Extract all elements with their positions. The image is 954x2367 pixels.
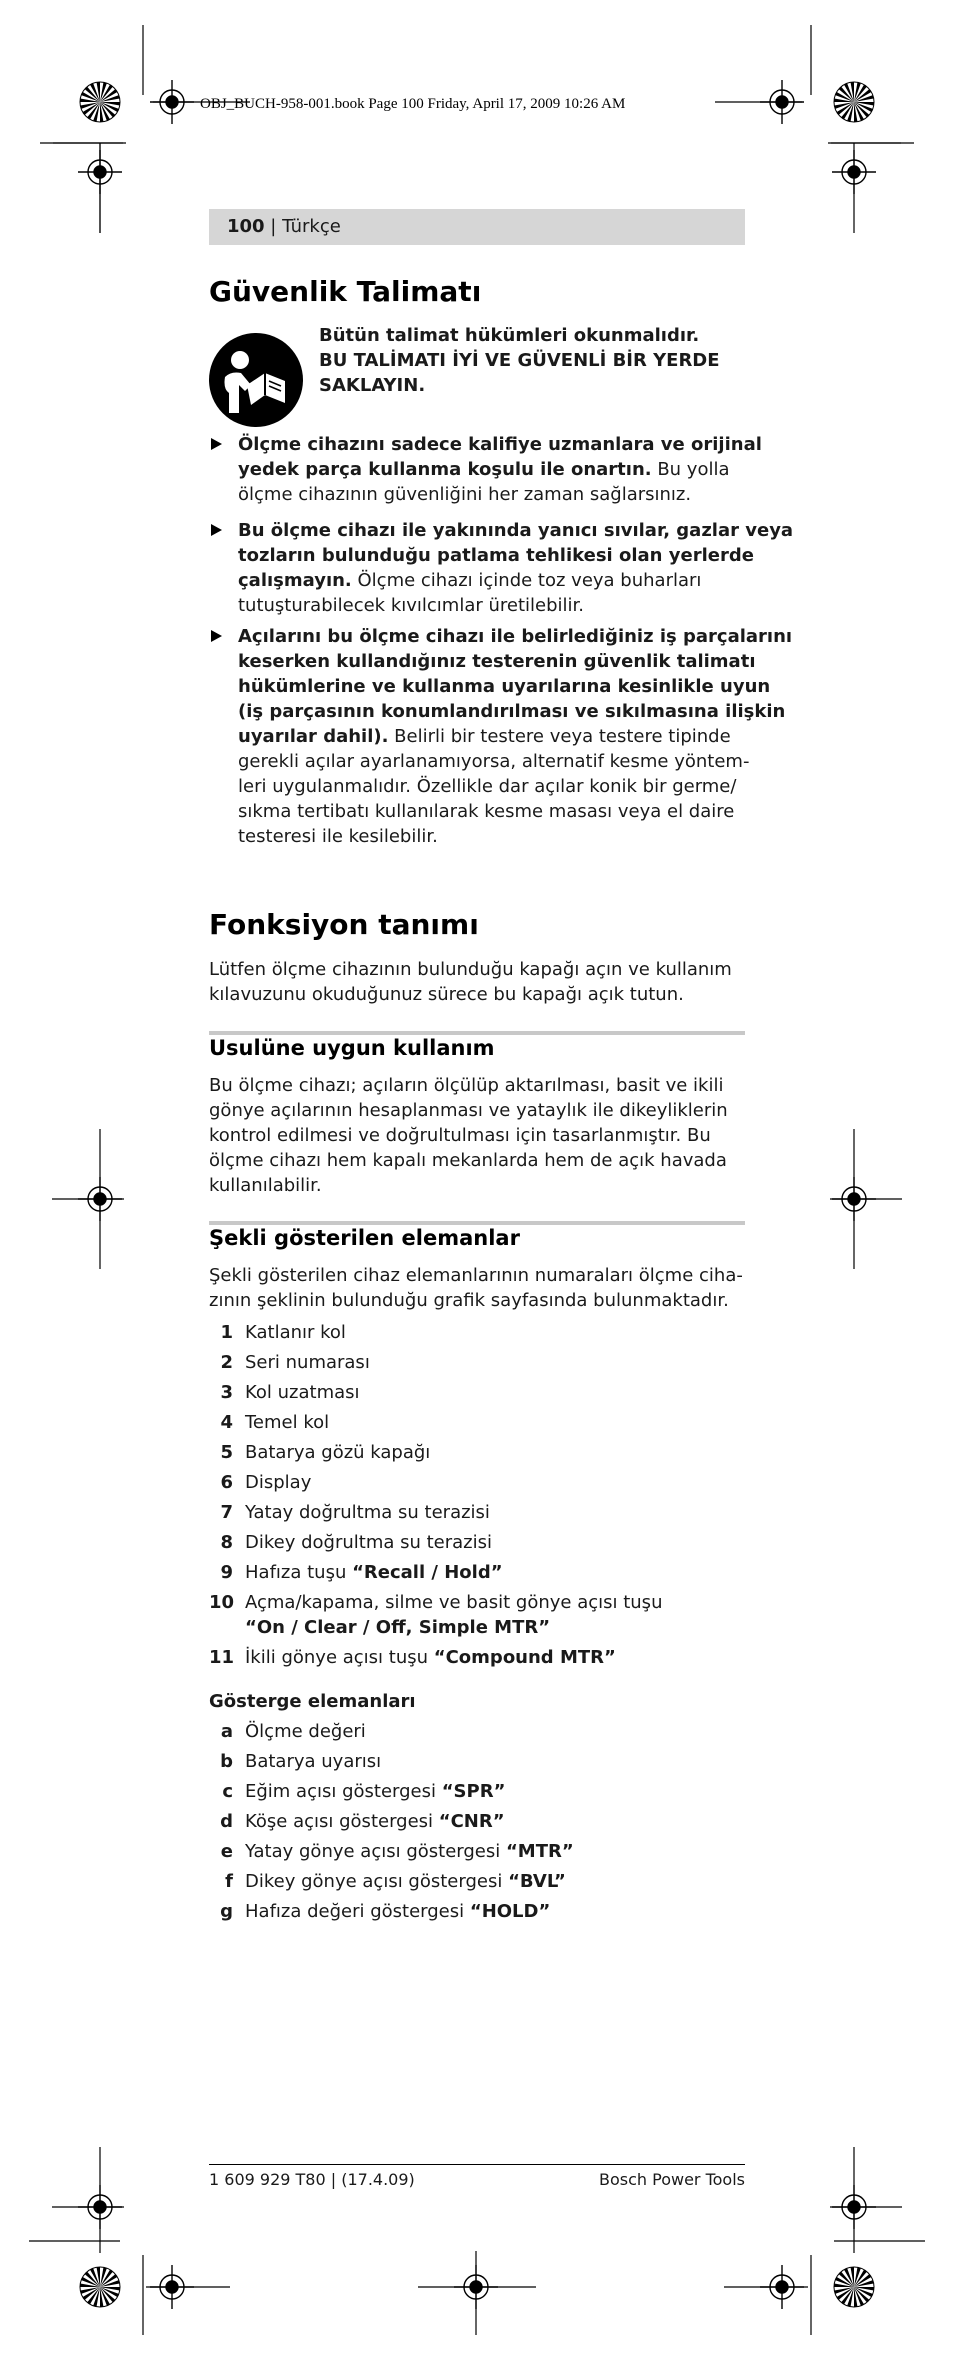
text-line bbox=[238, 482, 745, 507]
text-run: testeresi ile kesilebilir. bbox=[238, 826, 438, 847]
text-line bbox=[238, 543, 754, 568]
text-run: Batarya uyarısı bbox=[245, 1751, 382, 1772]
list-item bbox=[209, 1869, 745, 1899]
text-run: Katlanır kol bbox=[245, 1322, 346, 1343]
item-number: 11 bbox=[209, 1647, 235, 1668]
text-line bbox=[245, 1809, 745, 1834]
bullet-triangle-icon bbox=[211, 438, 222, 450]
text-run: Batarya gözü kapağı bbox=[245, 1442, 431, 1463]
text-line bbox=[238, 824, 745, 849]
registration-target-icon bbox=[78, 2185, 122, 2229]
text-run: sıkma tertibatı kullanılarak kesme masası veya el daire bbox=[238, 801, 735, 822]
item-number: 10 bbox=[209, 1592, 235, 1613]
text-run: leri uygulanmalıdır. Özellikle dar açılar konik bir germe/ bbox=[238, 776, 737, 797]
registration-target-icon bbox=[454, 2265, 498, 2309]
intended-use-title: Usulüne uygun kullanım bbox=[209, 1036, 495, 1060]
registration-target-icon bbox=[150, 2265, 194, 2309]
text-line bbox=[245, 1440, 745, 1465]
text-line bbox=[245, 1615, 745, 1640]
safety-intro bbox=[319, 323, 745, 398]
text-run: Ölçme değeri bbox=[245, 1721, 366, 1742]
intended-use-line: kullanılabilir. bbox=[209, 1175, 322, 1196]
running-head-language: Türkçe bbox=[282, 216, 341, 237]
item-number: 7 bbox=[220, 1502, 233, 1523]
list-item bbox=[209, 1320, 745, 1350]
components-intro-line: Şekli gösterilen cihaz elemanlarının numaraları ölçme ciha- bbox=[209, 1265, 743, 1286]
components-intro bbox=[209, 1263, 745, 1313]
text-line bbox=[245, 1320, 745, 1345]
text-run: Ölçme cihazı içinde toz veya buharları bbox=[351, 570, 702, 591]
item-number: a bbox=[220, 1721, 233, 1742]
text-run: ölçme cihazının güvenliğini her zaman sağlarsınız. bbox=[238, 484, 692, 505]
text-line bbox=[245, 1645, 745, 1670]
list-item bbox=[209, 1380, 745, 1410]
list-item bbox=[209, 1645, 745, 1675]
registration-target-icon bbox=[760, 2265, 804, 2309]
text-run: Hafıza değeri göstergesi bbox=[245, 1901, 470, 1922]
text-line bbox=[238, 624, 793, 649]
function-intro-line: Lütfen ölçme cihazının bulunduğu kapağı açın ve kullanım bbox=[209, 959, 732, 980]
text-run: Dikey gönye açısı göstergesi bbox=[245, 1871, 509, 1892]
item-number: 8 bbox=[220, 1532, 233, 1553]
text-line bbox=[238, 799, 745, 824]
item-number: b bbox=[220, 1751, 233, 1772]
text-run: gerekli açılar ayarlanamıyorsa, alternatif kesme yöntem- bbox=[238, 751, 750, 772]
registration-target-icon bbox=[832, 150, 876, 194]
safety-bullet bbox=[209, 432, 762, 507]
bold-run: (iş parçasının konumlandırılması ve sıkılmasına ilişkin bbox=[238, 701, 786, 722]
text-run: Belirli bir testere veya testere tipinde bbox=[388, 726, 731, 747]
running-head bbox=[209, 209, 745, 245]
intended-use-line: gönye açılarının hesaplanması ve yataylık ile dikeyliklerin bbox=[209, 1100, 728, 1121]
text-run: tutuşturabilecek kıvılcımlar üretilebilir. bbox=[238, 595, 585, 616]
text-run: Bu yolla bbox=[651, 459, 730, 480]
text-run: Dikey doğrultma su terazisi bbox=[245, 1532, 493, 1553]
list-item bbox=[209, 1809, 745, 1839]
footer-rule bbox=[209, 2164, 745, 2165]
bold-run: Açılarını bu ölçme cihazı ile belirlediğiniz iş parçalarını bbox=[238, 626, 793, 647]
text-line bbox=[238, 724, 745, 749]
safety-intro-line: SAKLAYIN. bbox=[319, 375, 426, 396]
text-line bbox=[245, 1779, 745, 1804]
text-line bbox=[245, 1410, 745, 1435]
bold-run: “Compound MTR” bbox=[433, 1647, 616, 1668]
list-item bbox=[209, 1719, 745, 1749]
text-line bbox=[245, 1500, 745, 1525]
item-number: 2 bbox=[220, 1352, 233, 1373]
bold-run: “CNR” bbox=[438, 1811, 505, 1832]
bold-run: çalışmayın. bbox=[238, 570, 352, 591]
star-target-icon bbox=[80, 82, 120, 122]
bold-run: hükümlerine ve kullanma uyarılarına kesinlikle uyun bbox=[238, 676, 771, 697]
text-line bbox=[238, 432, 762, 457]
bold-run: uyarılar dahil). bbox=[238, 726, 389, 747]
list-item bbox=[209, 1470, 745, 1500]
text-run: İkili gönye açısı tuşu bbox=[245, 1647, 434, 1668]
registration-target-icon bbox=[78, 1177, 122, 1221]
components-list bbox=[209, 1320, 745, 1675]
registration-target-icon bbox=[78, 150, 122, 194]
bold-run: yedek parça kullanma koşulu ile onartın. bbox=[238, 459, 652, 480]
bullet-text bbox=[238, 518, 794, 618]
star-target-icon bbox=[834, 82, 874, 122]
text-line bbox=[238, 749, 750, 774]
display-elements-title: Gösterge elemanları bbox=[209, 1691, 416, 1712]
star-target-icon bbox=[80, 2267, 120, 2307]
text-run: Köşe açısı göstergesi bbox=[245, 1811, 439, 1832]
bullet-text bbox=[238, 432, 762, 507]
file-slug: OBJ_BUCH-958-001.book Page 100 Friday, April 17, 2009 10:26 AM bbox=[200, 96, 626, 112]
text-line bbox=[245, 1749, 745, 1774]
text-run: Display bbox=[245, 1472, 312, 1493]
text-run: Yatay gönye açısı göstergesi bbox=[245, 1841, 506, 1862]
read-manual-icon bbox=[209, 333, 303, 427]
text-line bbox=[245, 1899, 745, 1924]
running-head-separator: | bbox=[264, 216, 283, 237]
text-line bbox=[238, 457, 745, 482]
item-number: 5 bbox=[220, 1442, 233, 1463]
bold-run: keserken kullandığınız testerenin güvenlik talimatı bbox=[238, 651, 756, 672]
bold-run: “MTR” bbox=[505, 1841, 574, 1862]
text-line bbox=[238, 518, 794, 543]
footer-brand: Bosch Power Tools bbox=[599, 2170, 745, 2189]
text-line bbox=[245, 1560, 745, 1585]
item-number: 1 bbox=[220, 1322, 233, 1343]
safety-intro-line: Bütün talimat hükümleri okunmalıdır. bbox=[319, 325, 700, 346]
components-title: Şekli gösterilen elemanlar bbox=[209, 1226, 520, 1250]
list-item bbox=[209, 1560, 745, 1590]
bold-run: tozların bulunduğu patlama tehlikesi olan yerlerde bbox=[238, 545, 754, 566]
section-rule bbox=[209, 1221, 745, 1225]
item-number: g bbox=[220, 1901, 233, 1922]
list-item bbox=[209, 1839, 745, 1869]
registration-target-icon bbox=[760, 80, 804, 124]
text-line bbox=[245, 1350, 745, 1375]
display-elements-list bbox=[209, 1719, 745, 1929]
safety-intro-line: BU TALİMATI İYİ VE GÜVENLİ BİR YERDE bbox=[319, 350, 720, 371]
function-intro bbox=[209, 957, 745, 1007]
item-number: d bbox=[220, 1811, 233, 1832]
text-run: Yatay doğrultma su terazisi bbox=[245, 1502, 490, 1523]
text-line bbox=[238, 699, 786, 724]
bullet-text bbox=[238, 624, 793, 849]
section-rule bbox=[209, 1031, 745, 1035]
safety-bullet bbox=[209, 518, 794, 618]
list-item bbox=[209, 1410, 745, 1440]
item-number: 4 bbox=[220, 1412, 233, 1433]
intended-use-line: kontrol edilmesi ve doğrultulması için tasarlanmıştır. Bu bbox=[209, 1125, 711, 1146]
safety-bullet bbox=[209, 624, 793, 849]
registration-target-icon bbox=[832, 2185, 876, 2229]
list-item bbox=[209, 1590, 745, 1645]
text-run: Kol uzatması bbox=[245, 1382, 360, 1403]
text-line bbox=[245, 1380, 745, 1405]
intended-use-line: ölçme cihazı hem kapalı mekanlarda hem de açık havada bbox=[209, 1150, 727, 1171]
footer-doc-number: 1 609 929 T80 | (17.4.09) bbox=[209, 2170, 415, 2189]
item-number: 3 bbox=[220, 1382, 233, 1403]
bold-run: “SPR” bbox=[441, 1781, 506, 1802]
text-run: Temel kol bbox=[245, 1412, 330, 1433]
registration-target-icon bbox=[832, 1177, 876, 1221]
item-number: 9 bbox=[220, 1562, 233, 1583]
text-run: Seri numarası bbox=[245, 1352, 370, 1373]
item-number: e bbox=[220, 1841, 233, 1862]
page-number: 100 bbox=[227, 216, 265, 237]
list-item bbox=[209, 1779, 745, 1809]
text-line bbox=[245, 1590, 745, 1615]
list-item bbox=[209, 1899, 745, 1929]
components-intro-line: zının şeklinin bulunduğu grafik sayfasında bulunmaktadır. bbox=[209, 1290, 729, 1311]
text-line bbox=[238, 774, 745, 799]
bold-run: “HOLD” bbox=[469, 1901, 551, 1922]
bold-run: “Recall / Hold” bbox=[352, 1562, 503, 1583]
text-line bbox=[238, 674, 771, 699]
item-number: 6 bbox=[220, 1472, 233, 1493]
list-item bbox=[209, 1530, 745, 1560]
list-item bbox=[209, 1500, 745, 1530]
list-item bbox=[209, 1350, 745, 1380]
text-run: Hafıza tuşu bbox=[245, 1562, 353, 1583]
list-item bbox=[209, 1749, 745, 1779]
bold-run: Bu ölçme cihazı ile yakınında yanıcı sıvılar, gazlar veya bbox=[238, 520, 794, 541]
item-number: f bbox=[225, 1871, 233, 1892]
intended-use-text bbox=[209, 1073, 745, 1198]
bold-run: “BVL” bbox=[508, 1871, 566, 1892]
item-number: c bbox=[222, 1781, 233, 1802]
text-line bbox=[245, 1719, 745, 1744]
text-line bbox=[245, 1869, 745, 1894]
text-line bbox=[245, 1530, 745, 1555]
safety-title: Güvenlik Talimatı bbox=[209, 275, 482, 308]
text-line bbox=[245, 1839, 745, 1864]
bullet-triangle-icon bbox=[211, 524, 222, 536]
text-line bbox=[238, 568, 745, 593]
bold-run: “On / Clear / Off, Simple MTR” bbox=[245, 1617, 551, 1638]
function-title: Fonksiyon tanımı bbox=[209, 908, 479, 941]
intended-use-line: Bu ölçme cihazı; açıların ölçülüp aktarılması, basit ve ikili bbox=[209, 1075, 724, 1096]
registration-target-icon bbox=[150, 80, 194, 124]
text-line bbox=[245, 1470, 745, 1495]
function-intro-line: kılavuzunu okuduğunuz sürece bu kapağı açık tutun. bbox=[209, 984, 684, 1005]
star-target-icon bbox=[834, 2267, 874, 2307]
bold-run: Ölçme cihazını sadece kalifiye uzmanlara ve orijinal bbox=[238, 434, 762, 455]
text-run: Eğim açısı göstergesi bbox=[245, 1781, 442, 1802]
text-line bbox=[238, 649, 756, 674]
text-run: Açma/kapama, silme ve basit gönye açısı tuşu bbox=[245, 1592, 663, 1613]
text-line bbox=[238, 593, 745, 618]
bullet-triangle-icon bbox=[211, 630, 222, 642]
list-item bbox=[209, 1440, 745, 1470]
